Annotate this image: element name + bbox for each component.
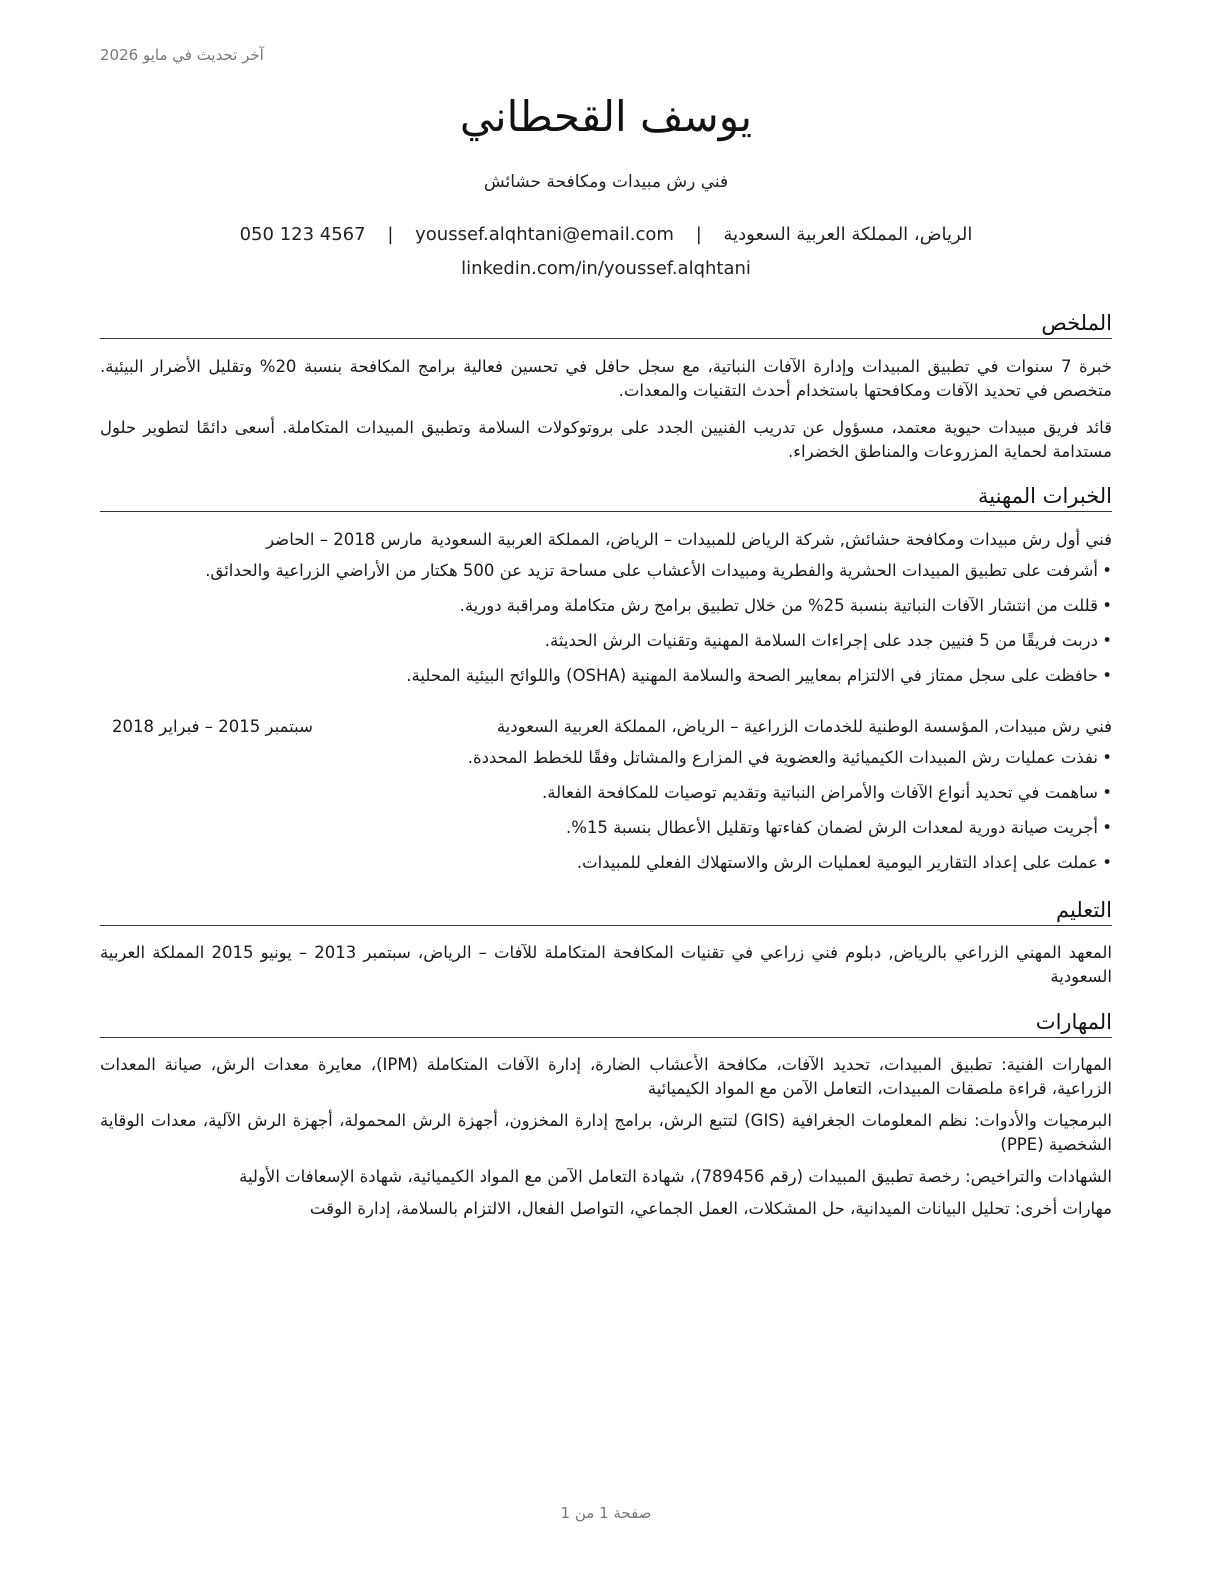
job-dates: مارس 2018 – الحاضر (266, 530, 423, 549)
email-link[interactable]: youssef.alqhtani@email.com (415, 224, 674, 245)
education-entry: المعهد المهني الزراعي بالرياض, دبلوم فني زراعي في تقنيات المكافحة المتكاملة للآفات – الرياض، سبتمبر 2013 – يونيو 2015 المملكة العربية السعودية (100, 943, 1113, 986)
skills-row-certifications: الشهادات والتراخيص: رخصة تطبيق المبيدات (رقم 789456)، شهادة التعامل الآمن مع المواد الكيميائية، شهادة الإسعافات الأولية (239, 1167, 1112, 1186)
skills-list (100, 1053, 1112, 1229)
job-header (100, 715, 1112, 739)
summary-paragraph-2: قائد فريق مبيدات حيوية معتمد، مسؤول عن تدريب الفنيين الجدد على بروتوكولات السلامة وتطبيق المبيدات المتكاملة. أسعى دائمًا لتطوير حلول مستدامة لحماية المزروعات والمناطق الخضراء. (100, 418, 1112, 461)
list-item: • عملت على إعداد التقارير اليومية لعمليات الرش والاستهلاك الفعلي للمبيدات. (100, 851, 1112, 886)
education-heading: التعليم (100, 897, 1112, 926)
skills-heading: المهارات (100, 1009, 1112, 1038)
resume-page (100, 0, 1112, 1584)
contact-separator: | (387, 224, 394, 245)
list-item: • أجريت صيانة دورية لمعدات الرش لضمان كفاءتها وتقليل الأعطال بنسبة 15%. (100, 816, 1112, 851)
experience-heading: الخبرات المهنية (100, 483, 1112, 512)
phone-number: 050 123 4567 (239, 224, 366, 245)
job-header (100, 528, 1112, 552)
job-title: فني رش مبيدات ومكافحة حشائش (483, 172, 729, 192)
list-item: • نفذت عمليات رش المبيدات الكيميائية والعضوية في المزارع والمشاتل وفقًا للخطط المحددة. (100, 746, 1112, 781)
list-item: • قللت من انتشار الآفات النباتية بنسبة 25% من خلال تطبيق برامج رش متكاملة ومراقبة دورية. (100, 594, 1112, 629)
list-item: • أشرفت على تطبيق المبيدات الحشرية والفطرية ومبيدات الأعشاب على مساحة تزيد عن 500 هكتار من الأراضي الزراعية والحدائق. (100, 559, 1112, 594)
skills-row-other: مهارات أخرى: تحليل البيانات الميدانية، حل المشكلات، العمل الجماعي، التواصل الفعال، الالتزام بالسلامة، إدارة الوقت (309, 1199, 1112, 1218)
last-updated: آخر تحديث في مايو 2026 (100, 46, 264, 64)
contact-separator: | (695, 224, 702, 245)
contact-line (100, 224, 1112, 245)
job-role-line: فني أول رش مبيدات ومكافحة حشائش, شركة الرياض للمبيدات – الرياض، المملكة العربية السعودية (430, 530, 1112, 549)
job-bullets (100, 746, 1112, 886)
candidate-name: يوسف القحطاني (459, 92, 753, 141)
summary-heading: الملخص (100, 310, 1112, 339)
page-number: صفحة 1 من 1 (560, 1504, 652, 1522)
list-item: • ساهمت في تحديد أنواع الآفات والأمراض النباتية وتقديم توصيات للمكافحة الفعالة. (100, 781, 1112, 816)
job-bullets (100, 559, 1112, 699)
skills-row-technical: المهارات الفنية: تطبيق المبيدات، تحديد الآفات، مكافحة الأعشاب الضارة، إدارة الآفات المتكاملة (IPM)، معايرة معدات الرش، صيانة المعدات الزراعية، قراءة ملصقات المبيدات، التعامل الآمن مع المواد الكيميائية (100, 1055, 1112, 1098)
skills-row-tools: البرمجيات والأدوات: نظم المعلومات الجغرافية (GIS) لتتبع الرش، برامج إدارة المخزون، أجهزة الرش المحمولة، أجهزة الرش الآلية، معدات الوقاية الشخصية (PPE) (100, 1111, 1112, 1154)
linkedin-link[interactable]: linkedin.com/in/youssef.alqhtani (461, 258, 751, 279)
summary-paragraph-1: خبرة 7 سنوات في تطبيق المبيدات وإدارة الآفات النباتية، مع سجل حافل في تحسين فعالية برامج المكافحة بنسبة 20% وتقليل الأضرار البيئية. متخصص في تحديد الآفات ومكافحتها باستخدام أحدث التقنيات والمعدات. (100, 357, 1112, 400)
job-role-line: فني رش مبيدات, المؤسسة الوطنية للخدمات الزراعية – الرياض، المملكة العربية السعودية (496, 717, 1112, 736)
job-dates: سبتمبر 2015 – فبراير 2018 (112, 717, 313, 736)
list-item: • دربت فريقًا من 5 فنيين جدد على إجراءات السلامة المهنية وتقنيات الرش الحديثة. (100, 629, 1112, 664)
location: الرياض، المملكة العربية السعودية (723, 224, 973, 245)
list-item: • حافظت على سجل ممتاز في الالتزام بمعايير الصحة والسلامة المهنية (OSHA) واللوائح البيئية المحلية. (100, 664, 1112, 699)
